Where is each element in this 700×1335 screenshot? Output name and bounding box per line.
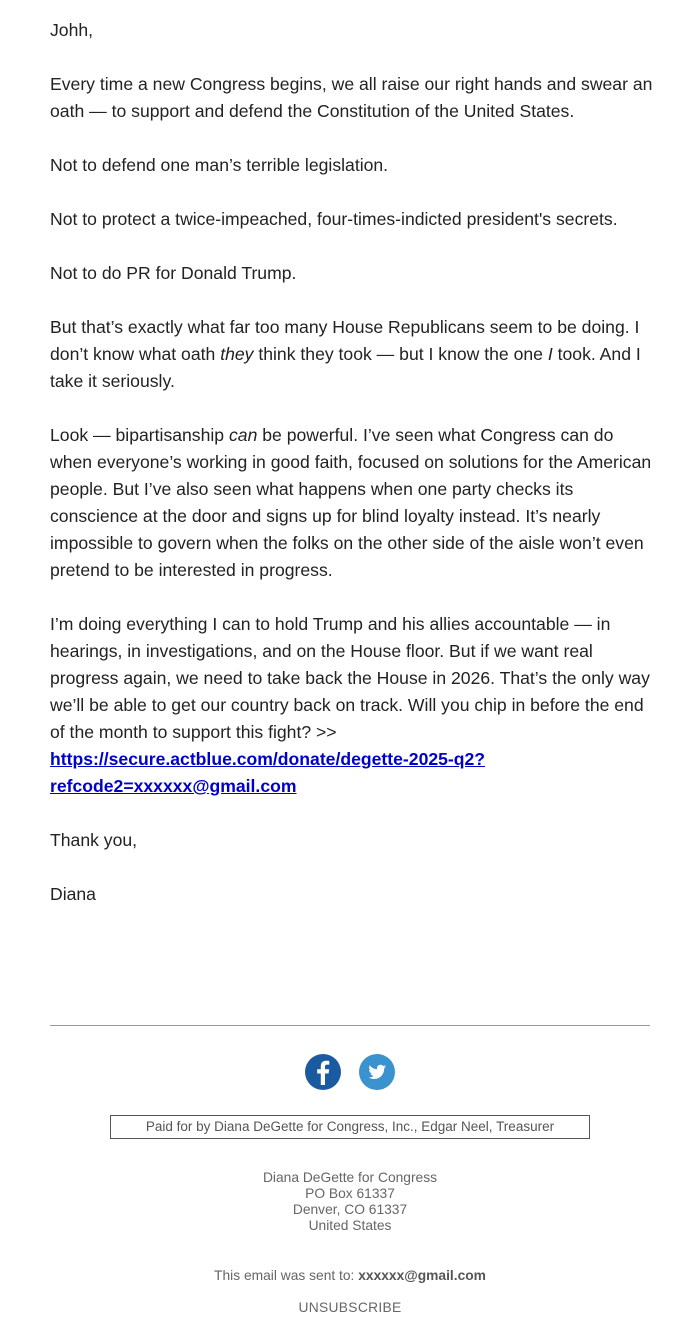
unsubscribe-link[interactable]: UNSUBSCRIBE [298, 1300, 402, 1315]
address-org: Diana DeGette for Congress [262, 1170, 438, 1185]
paragraph-oath: Every time a new Congress begins, we all raise our right hands and swear an oath — to support and defend the Constitution of the United States. [50, 74, 653, 121]
donate-link[interactable]: https://secure.actblue.com/donate/degette-2025-q2? refcode2=xxxxxx@gmail.com [50, 749, 486, 796]
paragraph-bipartisanship: Look — bipartisanship can be powerful. I’ve seen what Congress can do when everyone’s working in good faith, focused on solutions for the American people. But I’ve also seen what happens when one party checks its conscience at the door and signs up for blind loyalty instead. It’s nearly impossible to govern when the folks on the other side of the aisle won’t even pretend to be interested in progress. [50, 425, 652, 580]
sent-to-notice [0, 1268, 700, 1283]
address-line1: PO Box 61337 [305, 1186, 395, 1201]
paragraph-donate-ask: I’m doing everything I can to hold Trump and his allies accountable — in hearings, in investigations, and on the House floor. But if we want real progress again, we need to take back the House in 2026. That’s the only way we’ll be able to get our country back on track. Will you chip in before the end of the month to support this fight? >> https://secure.actblue.com/donate/degette-2025-q2? refcode2=xxxxxx@gmail.com [50, 614, 650, 796]
address-line2: Denver, CO 61337 [292, 1202, 408, 1217]
paragraph-secrets: Not to protect a twice-impeached, four-times-indicted president's secrets. [50, 209, 618, 229]
paid-for-disclaimer: Paid for by Diana DeGette for Congress, Inc., Edgar Neel, Treasurer [110, 1115, 590, 1139]
greeting: Johh, [50, 20, 94, 40]
sent-to-label: This email was sent to: [214, 1268, 355, 1283]
unsubscribe-row [0, 1300, 700, 1315]
sent-to-email: xxxxxx@gmail.com [358, 1268, 486, 1283]
paragraph-republicans: But that’s exactly what far too many House Republicans seem to be doing. I don’t know what oath they think they took — but I know the one I took. And I take it seriously. [50, 317, 641, 391]
facebook-icon[interactable] [305, 1054, 341, 1090]
mailing-address [0, 1170, 700, 1234]
paragraph-pr: Not to do PR for Donald Trump. [50, 263, 297, 283]
paragraph-legislation: Not to defend one man’s terrible legislation. [50, 155, 389, 175]
twitter-icon[interactable] [359, 1054, 395, 1090]
signature: Diana [50, 884, 96, 904]
email-body [50, 17, 655, 935]
signoff: Thank you, [50, 830, 138, 850]
social-links [0, 1054, 700, 1090]
address-country: United States [308, 1218, 392, 1233]
footer-divider [50, 1025, 650, 1026]
